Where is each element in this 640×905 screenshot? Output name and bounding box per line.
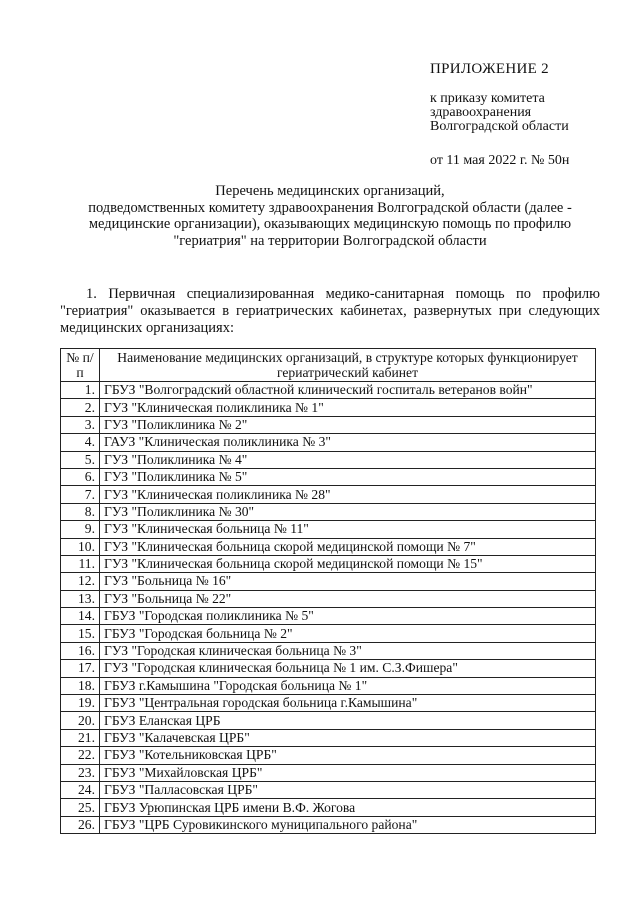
table-row xyxy=(61,695,596,712)
row-number: 2. xyxy=(61,399,100,416)
row-number: 9. xyxy=(61,521,100,538)
table-row xyxy=(61,608,596,625)
row-number: 1. xyxy=(61,382,100,399)
row-number: 3. xyxy=(61,416,100,433)
row-number: 13. xyxy=(61,590,100,607)
organization-name: ГУЗ "Клиническая поликлиника № 28" xyxy=(100,486,596,503)
row-number: 16. xyxy=(61,642,100,659)
intro-paragraph: 1. Первичная специализированная медико-санитарная помощь по профилю "гериатрия" оказывается в гериатрических кабинетах, развернутых при следующих медицинских организациях: xyxy=(60,286,600,336)
row-number: 18. xyxy=(61,677,100,694)
row-number: 24. xyxy=(61,781,100,798)
table-row xyxy=(61,712,596,729)
table-header-row xyxy=(61,349,596,382)
organization-name: ГУЗ "Клиническая поликлиника № 1" xyxy=(100,399,596,416)
row-number: 20. xyxy=(61,712,100,729)
organization-name: ГУЗ "Городская клиническая больница № 3" xyxy=(100,642,596,659)
row-number: 8. xyxy=(61,503,100,520)
table-body xyxy=(61,382,596,834)
table-row xyxy=(61,625,596,642)
row-number: 10. xyxy=(61,538,100,555)
row-number: 22. xyxy=(61,747,100,764)
table-row xyxy=(61,764,596,781)
table-row xyxy=(61,382,596,399)
row-number: 12. xyxy=(61,573,100,590)
organization-name: ГБУЗ Урюпинская ЦРБ имени В.Ф. Жогова xyxy=(100,799,596,816)
organization-name: ГБУЗ "Палласовская ЦРБ" xyxy=(100,781,596,798)
row-number: 14. xyxy=(61,608,100,625)
table-row xyxy=(61,468,596,485)
row-number: 5. xyxy=(61,451,100,468)
appendix-label: ПРИЛОЖЕНИЕ 2 xyxy=(430,61,549,77)
table-row xyxy=(61,660,596,677)
title-line-1: Перечень медицинских организаций, xyxy=(215,183,445,199)
appendix-header xyxy=(430,62,630,168)
organization-name: ГУЗ "Клиническая больница скорой медицинской помощи № 7" xyxy=(100,538,596,555)
row-number: 26. xyxy=(61,816,100,833)
table-row xyxy=(61,677,596,694)
table-row xyxy=(61,781,596,798)
organizations-table xyxy=(60,348,596,834)
table-row xyxy=(61,451,596,468)
organization-name: ГБУЗ "Котельниковская ЦРБ" xyxy=(100,747,596,764)
row-number: 11. xyxy=(61,555,100,572)
row-number: 17. xyxy=(61,660,100,677)
table-row xyxy=(61,816,596,833)
organization-name: ГУЗ "Больница № 16" xyxy=(100,573,596,590)
organization-name: ГБУЗ "Волгоградский областной клинический госпиталь ветеранов войн" xyxy=(100,382,596,399)
table-row xyxy=(61,434,596,451)
title-line-2: подведомственных комитету здравоохранения Волгоградской области (далее - xyxy=(88,199,572,216)
row-number: 21. xyxy=(61,729,100,746)
title-line-3: медицинские организации), оказывающих медицинскую помощь по профилю xyxy=(88,216,572,232)
row-number: 6. xyxy=(61,468,100,485)
organization-name: ГУЗ "Поликлиника № 2" xyxy=(100,416,596,433)
table-row xyxy=(61,521,596,538)
column-header-number: № п/п xyxy=(61,349,100,382)
organization-name: ГБУЗ "Центральная городская больница г.Камышина" xyxy=(100,695,596,712)
table-row xyxy=(61,573,596,590)
organization-name: ГУЗ "Поликлиника № 30" xyxy=(100,503,596,520)
table-row xyxy=(61,555,596,572)
organization-name: ГУЗ "Поликлиника № 4" xyxy=(100,451,596,468)
organization-name: ГУЗ "Поликлиника № 5" xyxy=(100,468,596,485)
order-line-3: Волгоградской области xyxy=(430,119,569,134)
table-row xyxy=(61,503,596,520)
row-number: 25. xyxy=(61,799,100,816)
document-title xyxy=(60,183,600,249)
organization-name: ГБУЗ "Городская поликлиника № 5" xyxy=(100,608,596,625)
organization-name: ГБУЗ Еланская ЦРБ xyxy=(100,712,596,729)
organization-name: ГБУЗ г.Камышина "Городская больница № 1" xyxy=(100,677,596,694)
organization-name: ГУЗ "Больница № 22" xyxy=(100,590,596,607)
order-line-1: к приказу комитета xyxy=(430,91,545,106)
table-row xyxy=(61,729,596,746)
table-row xyxy=(61,747,596,764)
row-number: 19. xyxy=(61,695,100,712)
row-number: 4. xyxy=(61,434,100,451)
table-row xyxy=(61,642,596,659)
row-number: 7. xyxy=(61,486,100,503)
organization-name: ГУЗ "Клиническая больница скорой медицинской помощи № 15" xyxy=(100,555,596,572)
organization-name: ГУЗ "Клиническая больница № 11" xyxy=(100,521,596,538)
order-date: от 11 мая 2022 г. № 50н xyxy=(430,153,570,168)
row-number: 15. xyxy=(61,625,100,642)
table-row xyxy=(61,486,596,503)
table-row xyxy=(61,590,596,607)
table-row xyxy=(61,799,596,816)
row-number: 23. xyxy=(61,764,100,781)
organization-name: ГАУЗ "Клиническая поликлиника № 3" xyxy=(100,434,596,451)
column-header-name: Наименование медицинских организаций, в структуре которых функционирует гериатрический кабинет xyxy=(100,349,596,382)
table-row xyxy=(61,399,596,416)
order-line-2: здравоохранения xyxy=(430,105,532,120)
table-row xyxy=(61,416,596,433)
organization-name: ГБУЗ "ЦРБ Суровикинского муниципального района" xyxy=(100,816,596,833)
title-line-4: "гериатрия" на территории Волгоградской области xyxy=(173,232,487,249)
organization-name: ГУЗ "Городская клиническая больница № 1 им. С.З.Фишера" xyxy=(100,660,596,677)
organization-name: ГБУЗ "Городская больница № 2" xyxy=(100,625,596,642)
table-row xyxy=(61,538,596,555)
organization-name: ГБУЗ "Михайловская ЦРБ" xyxy=(100,764,596,781)
organization-name: ГБУЗ "Калачевская ЦРБ" xyxy=(100,729,596,746)
